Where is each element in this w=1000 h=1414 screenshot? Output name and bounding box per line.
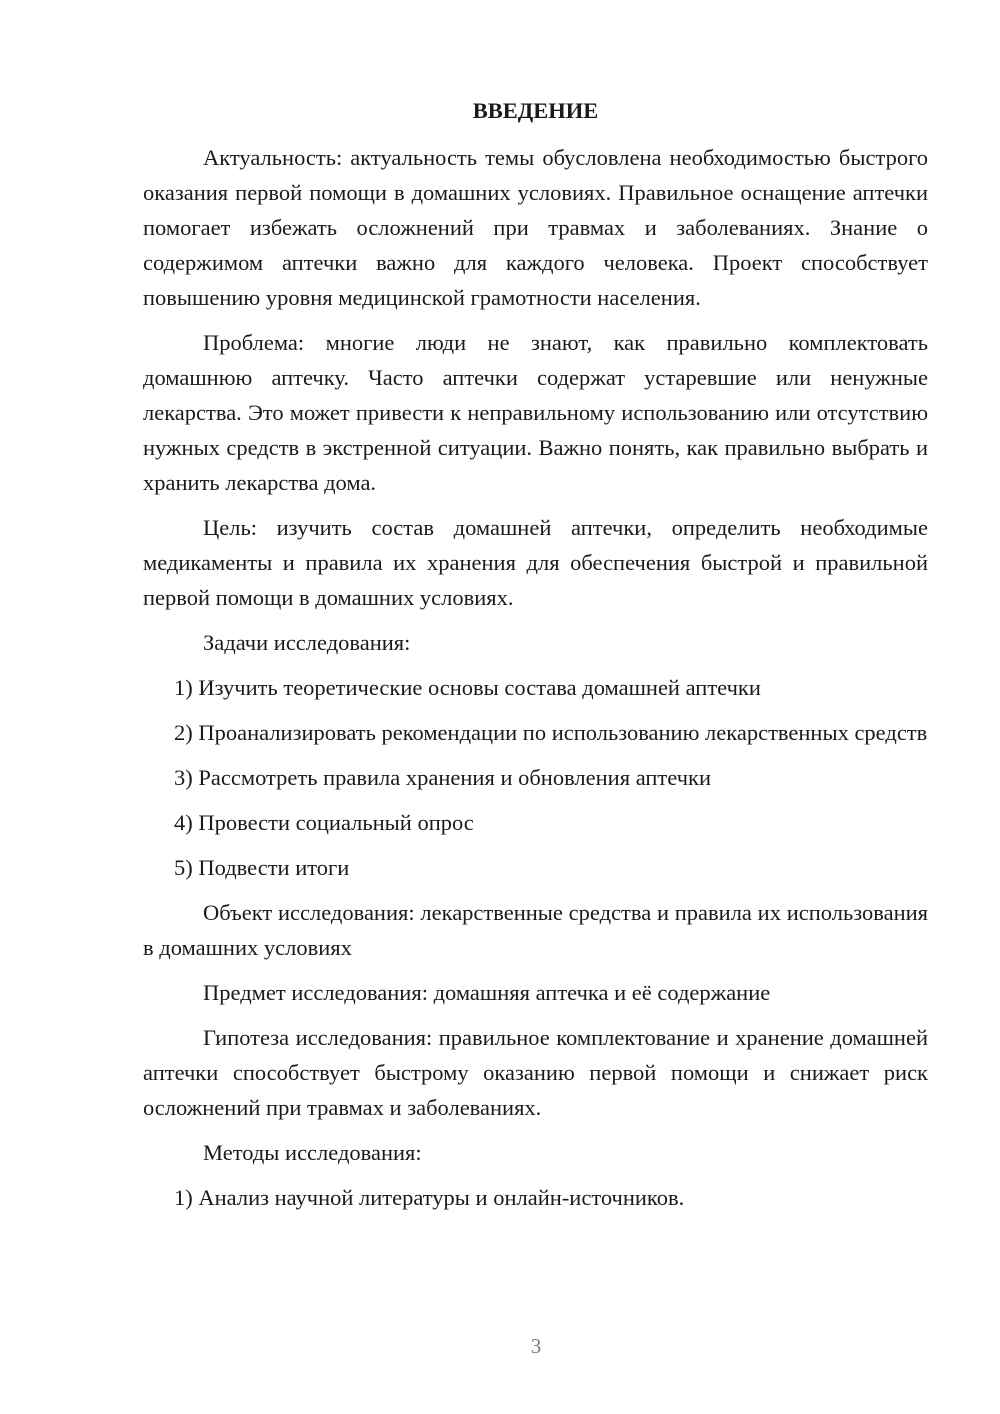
paragraph-goal: Цель: изучить состав домашней аптечки, определить необходимые медикаменты и правила их хранения для обеспечения быстрой и правильной первой помощи в домашних условиях. xyxy=(143,515,928,610)
page-number: 3 xyxy=(530,1334,542,1358)
task-item-5: 5) Подвести итоги xyxy=(174,855,350,880)
task-item-2: 2) Проанализировать рекомендации по использованию лекарственных средств xyxy=(174,720,928,745)
paragraph-relevance: Актуальность: актуальность темы обусловлена необходимостью быстрого оказания первой помощи в домашних условиях. Правильное оснащение аптечки помогает избежать осложнений при травмах и заболеваниях. Знание о содержимом аптечки важно для каждого человека. Проект способствует повышению уровня медицинской грамотности населения. xyxy=(143,145,928,310)
paragraph-object: Объект исследования: лекарственные средства и правила их использования в домашних условиях xyxy=(143,900,928,960)
methods-heading: Методы исследования: xyxy=(203,1140,422,1165)
tasks-heading: Задачи исследования: xyxy=(203,630,411,655)
method-item-1: 1) Анализ научной литературы и онлайн-источников. xyxy=(174,1185,685,1210)
task-item-1: 1) Изучить теоретические основы состава домашней аптечки xyxy=(174,675,761,700)
section-title: ВВЕДЕНИЕ xyxy=(472,98,599,123)
document-page xyxy=(143,93,928,1225)
task-item-3: 3) Рассмотреть правила хранения и обновления аптечки xyxy=(174,765,711,790)
paragraph-subject: Предмет исследования: домашняя аптечка и её содержание xyxy=(203,980,771,1005)
task-item-4: 4) Провести социальный опрос xyxy=(174,810,474,835)
paragraph-hypothesis: Гипотеза исследования: правильное комплектование и хранение домашней аптечки способствует быстрому оказанию первой помощи и снижает риск осложнений при травмах и заболеваниях. xyxy=(143,1025,928,1120)
paragraph-problem: Проблема: многие люди не знают, как правильно комплектовать домашнюю аптечку. Часто аптечки содержат устаревшие или ненужные лекарства. Это может привести к неправильному использованию или отсутствию нужных средств в экстренной ситуации. Важно понять, как правильно выбрать и хранить лекарства дома. xyxy=(143,330,928,495)
